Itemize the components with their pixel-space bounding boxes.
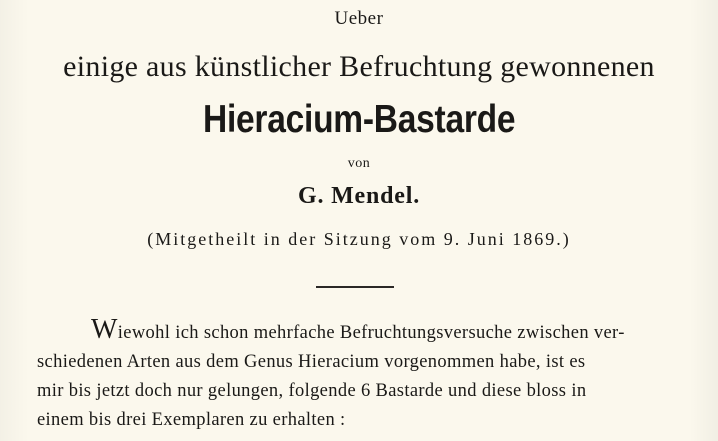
paragraph-line-4: einem bis drei Exemplaren zu erhalten :	[37, 410, 346, 430]
drop-cap: W	[91, 314, 118, 345]
author-name: G. Mendel.	[298, 183, 420, 209]
by-line: von	[347, 156, 371, 171]
subtitle: einige aus künstlicher Befruchtung gewonnenen	[63, 50, 655, 83]
paragraph-line-1-text: iewohl ich schon mehrfache Befruchtungsversuche zwischen ver-	[117, 323, 625, 343]
communication-note: (Mitgetheilt in der Sitzung vom 9. Juni 1869.)	[147, 229, 571, 249]
paragraph-line-3: mir bis jetzt doch nur gelungen, folgende 6 Bastarde und diese bloss in	[37, 381, 587, 401]
body-paragraph	[37, 314, 689, 435]
section-divider	[316, 286, 394, 288]
page-title: Hieracium-Bastarde	[203, 98, 516, 141]
paragraph-line-2: schiedenen Arten aus dem Genus Hieracium vorgenommen habe, ist es	[37, 352, 586, 372]
paragraph-line-1	[37, 314, 689, 348]
pre-title: Ueber	[334, 8, 384, 29]
